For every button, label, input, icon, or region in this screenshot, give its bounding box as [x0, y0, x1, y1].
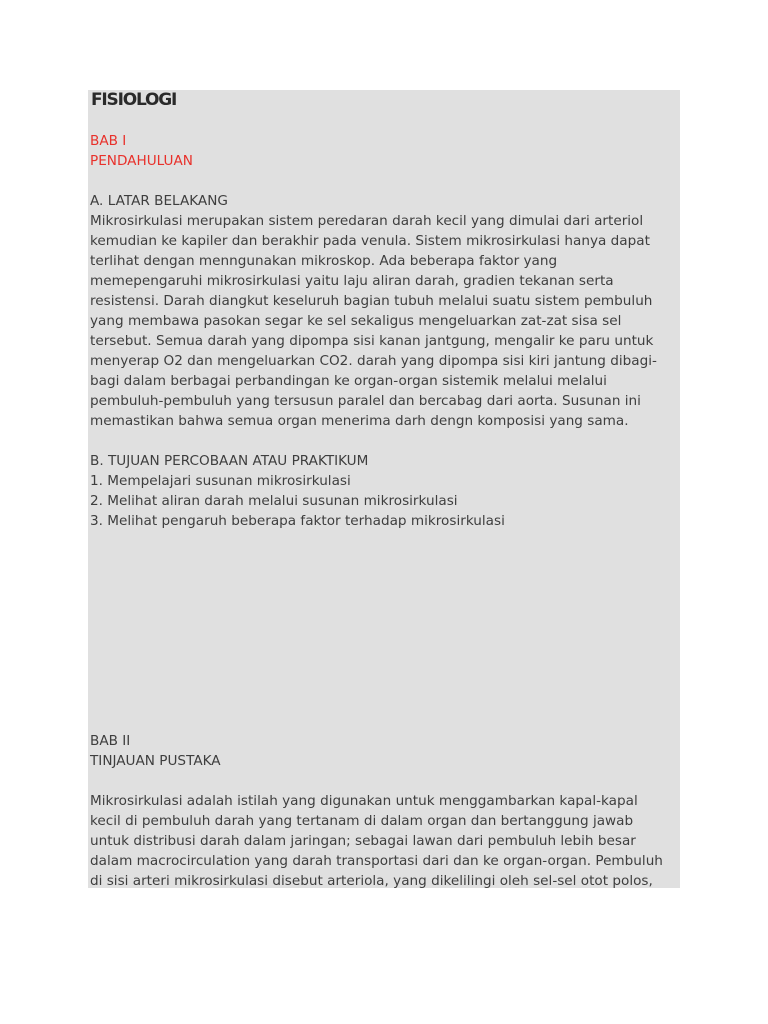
- document-content-panel: [88, 90, 680, 888]
- spacer: [90, 531, 680, 731]
- document-title: FISIOLOGI: [91, 90, 177, 110]
- spacer: [90, 771, 680, 791]
- paragraph-line: memepengaruhi mikrosirkulasi yaitu laju aliran darah, gradien tekanan serta: [90, 273, 614, 289]
- paragraph-line: menyerap O2 dan mengeluarkan CO2. darah yang dipompa sisi kiri jantung dibagi-: [90, 353, 657, 369]
- paragraph-line: tersebut. Semua darah yang dipompa sisi kanan jantgung, mengalir ke paru untuk: [90, 333, 654, 349]
- section-heading: B. TUJUAN PERCOBAAN ATAU PRAKTIKUM: [90, 453, 369, 469]
- paragraph-line: terlihat dengan menngunakan mikroskop. Ada beberapa faktor yang: [90, 253, 558, 269]
- list-item: 3. Melihat pengaruh beberapa faktor terhadap mikrosirkulasi: [90, 513, 505, 529]
- chapter-heading: PENDAHULUAN: [90, 153, 193, 169]
- paragraph-line: kemudian ke kapiler dan berakhir pada venula. Sistem mikrosirkulasi hanya dapat: [90, 233, 650, 249]
- list-item: 2. Melihat aliran darah melalui susunan mikrosirkulasi: [90, 493, 458, 509]
- paragraph-line: untuk distribusi darah dalam jaringan; sebagai lawan dari pembuluh lebih besar: [90, 833, 636, 849]
- spacer: [90, 171, 680, 191]
- paragraph-tinjauan-pustaka: [90, 791, 680, 888]
- paragraph-line: pembuluh-pembuluh yang tersusun paralel dan bercabag dari aorta. Susunan ini: [90, 393, 641, 409]
- paragraph-line: Mikrosirkulasi merupakan sistem peredaran darah kecil yang dimulai dari arteriol: [90, 213, 644, 229]
- objectives-list: [90, 471, 680, 531]
- paragraph-line: memastikan bahwa semua organ menerima darh dengn komposisi yang sama.: [90, 413, 629, 429]
- chapter-label: BAB I: [90, 133, 127, 149]
- paragraph-line: kecil di pembuluh darah yang tertanam di dalam organ dan bertanggung jawab: [90, 813, 634, 829]
- chapter-label: BAB II: [90, 733, 131, 749]
- list-item: 1. Mempelajari susunan mikrosirkulasi: [90, 473, 351, 489]
- paragraph-line: dalam macrocirculation yang darah transportasi dari dan ke organ-organ. Pembuluh: [90, 853, 663, 869]
- paragraph-line: Mikrosirkulasi adalah istilah yang digunakan untuk menggambarkan kapal-kapal: [90, 793, 638, 809]
- section-heading: A. LATAR BELAKANG: [90, 193, 228, 209]
- paragraph-line: di sisi arteri mikrosirkulasi disebut arteriola, yang dikelilingi oleh sel-sel otot polos,: [90, 873, 653, 888]
- paragraph-latar-belakang: [90, 211, 680, 431]
- paragraph-line: resistensi. Darah diangkut keseluruh bagian tubuh melalui suatu sistem pembuluh: [90, 293, 653, 309]
- document-body: [90, 131, 680, 888]
- paragraph-line: bagi dalam berbagai perbandingan ke organ-organ sistemik melalui melalui: [90, 373, 607, 389]
- paragraph-line: yang membawa pasokan segar ke sel sekaligus mengeluarkan zat-zat sisa sel: [90, 313, 622, 329]
- chapter-heading: TINJAUAN PUSTAKA: [90, 753, 221, 769]
- spacer: [90, 431, 680, 451]
